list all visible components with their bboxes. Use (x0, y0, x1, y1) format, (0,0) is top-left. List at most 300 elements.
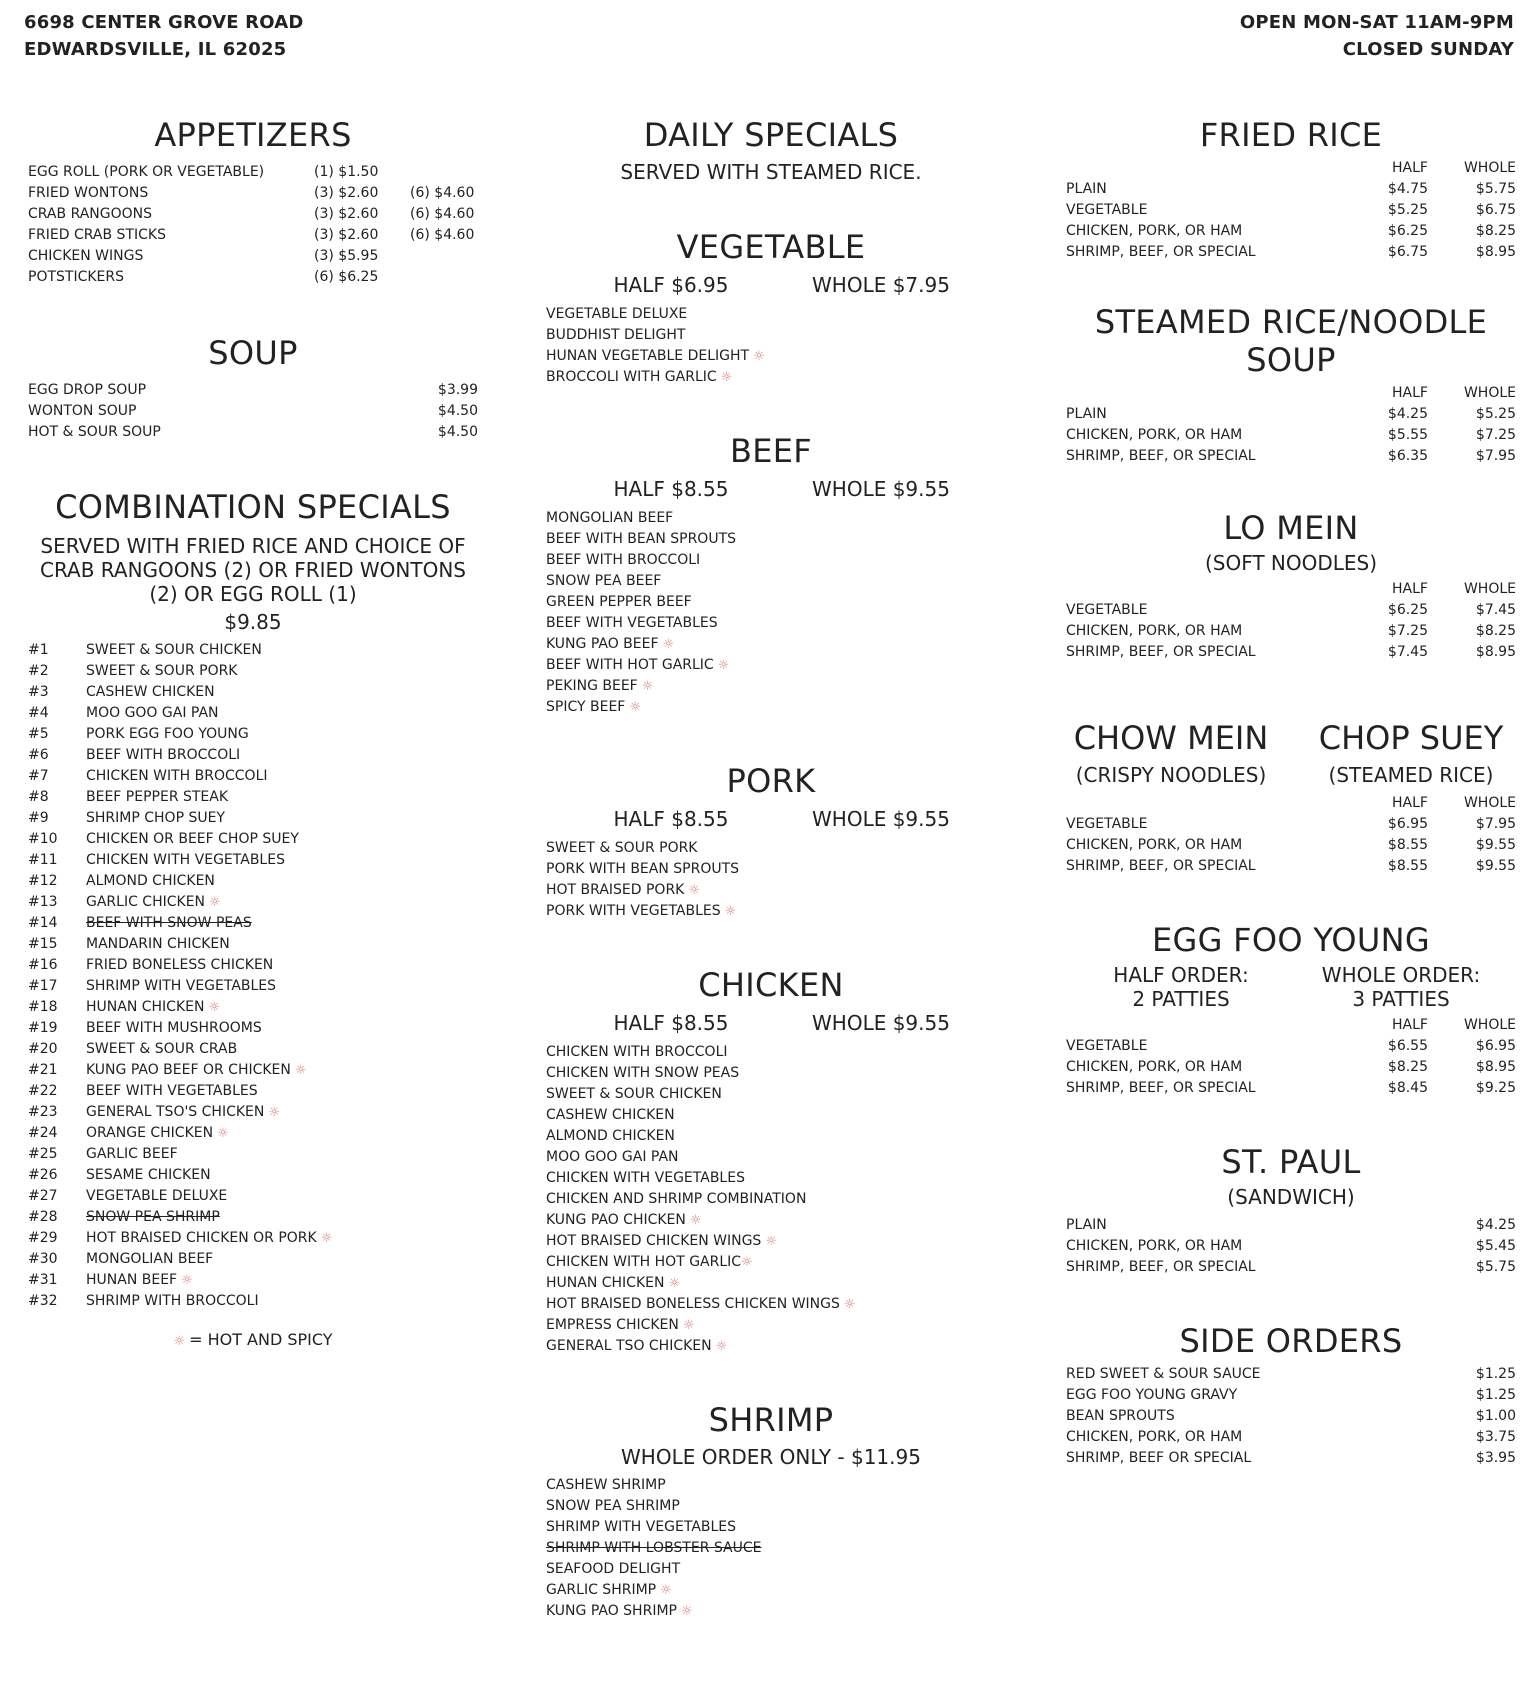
item-name: VEGETABLE (1066, 602, 1148, 618)
whole-order-patties: 3 PATTIES (1352, 987, 1450, 1011)
spicy-icon: ☼ (715, 1339, 728, 1354)
combo-name (86, 1123, 229, 1144)
combo-name-text: MONGOLIAN BEEF (86, 1251, 214, 1267)
combo-name-text: PORK EGG FOO YOUNG (86, 726, 249, 742)
pork-list (546, 838, 996, 922)
combo-name (86, 724, 249, 745)
steamed-list (1066, 404, 1516, 467)
item-name: RED SWEET & SOUR SAUCE (1066, 1366, 1261, 1382)
combo-item (28, 1228, 478, 1249)
whole-price: $9.25 (1475, 1080, 1516, 1096)
dish-name (546, 859, 739, 880)
steamed-section (1066, 303, 1516, 467)
dish-name-text: HOT BRAISED CHICKEN WINGS (546, 1233, 762, 1249)
half-header: HALF (1392, 581, 1428, 597)
soup-list (28, 380, 478, 443)
half-price: HALF $8.55 (613, 807, 729, 831)
legend-text: = HOT AND SPICY (189, 1330, 333, 1349)
combo-name-text: GENERAL TSO'S CHICKEN (86, 1104, 265, 1120)
shrimp-subtitle: WHOLE ORDER ONLY - $11.95 (621, 1445, 921, 1469)
combo-name (86, 829, 299, 850)
price-row (1066, 621, 1516, 642)
dish-item (546, 1210, 996, 1231)
item-price-small: (3) $2.60 (314, 185, 379, 201)
shrimp-section (546, 1401, 996, 1622)
item-price-small: (6) $6.25 (314, 269, 379, 285)
item-name: WONTON SOUP (28, 403, 137, 419)
whole-price: $8.95 (1475, 644, 1516, 660)
combo-name-text: CASHEW CHICKEN (86, 684, 215, 700)
item-name: FRIED CRAB STICKS (28, 227, 166, 243)
combo-item (28, 1207, 478, 1228)
beef-section (546, 432, 996, 718)
combo-number: #10 (28, 831, 58, 847)
menu-item (28, 183, 478, 204)
combo-item (28, 829, 478, 850)
item-price-large: (6) $4.60 (410, 206, 475, 222)
combo-name (86, 976, 276, 997)
combo-item (28, 682, 478, 703)
dish-name (546, 1315, 695, 1336)
item-name: SHRIMP, BEEF OR SPECIAL (1066, 1450, 1252, 1466)
combo-name-text: SWEET & SOUR CRAB (86, 1041, 238, 1057)
section-title: ST. PAUL (1221, 1143, 1361, 1181)
chow-section (1066, 719, 1516, 877)
price-row (1066, 1427, 1516, 1448)
dish-name-text: CHICKEN AND SHRIMP COMBINATION (546, 1191, 807, 1207)
dish-item (546, 1126, 996, 1147)
combo-name (86, 1039, 237, 1060)
combo-name (86, 997, 220, 1018)
combo-item (28, 1018, 478, 1039)
item-price: $4.25 (1475, 1217, 1516, 1233)
dish-name-text: HOT BRAISED BONELESS CHICKEN WINGS (546, 1296, 840, 1312)
dish-name-text: SNOW PEA BEEF (546, 573, 662, 589)
dish-name (546, 508, 673, 529)
dish-name-text: BEEF WITH VEGETABLES (546, 615, 718, 631)
whole-header: WHOLE (1463, 581, 1516, 597)
menu-item (28, 162, 478, 183)
combo-item (28, 808, 478, 829)
section-title: CHICKEN (698, 966, 844, 1004)
combination-subtitle-1: SERVED WITH FRIED RICE AND CHOICE OF (40, 534, 466, 558)
price-row (1066, 446, 1516, 467)
spicy-icon: ☼ (682, 1318, 695, 1333)
dish-name (546, 529, 736, 550)
dish-item (546, 1252, 996, 1273)
combo-item (28, 1249, 478, 1270)
whole-price: $9.55 (1475, 837, 1516, 853)
combo-item (28, 724, 478, 745)
item-price-large: (6) $4.60 (410, 185, 475, 201)
item-price: $4.50 (437, 424, 478, 440)
dish-name-text: SNOW PEA SHRIMP (546, 1498, 680, 1514)
combo-name-text: SWEET & SOUR CHICKEN (86, 642, 262, 658)
price-row (1066, 642, 1516, 663)
dish-name-text: GENERAL TSO CHICKEN (546, 1338, 712, 1354)
menu-item (28, 422, 478, 443)
dish-item (546, 508, 996, 529)
half-price: $8.25 (1387, 1059, 1428, 1075)
side-orders-list (1066, 1364, 1516, 1469)
combo-item (28, 913, 478, 934)
hours-line-2: CLOSED SUNDAY (1342, 39, 1514, 60)
half-price: $6.25 (1387, 223, 1428, 239)
section-title: STEAMED RICE/NOODLE (1094, 303, 1488, 341)
whole-header: WHOLE (1463, 385, 1516, 401)
combo-number: #25 (28, 1146, 58, 1162)
price-row (1066, 1236, 1516, 1257)
combo-item (28, 850, 478, 871)
dish-name-text: BROCCOLI WITH GARLIC (546, 369, 717, 385)
item-name: SHRIMP, BEEF, OR SPECIAL (1066, 644, 1256, 660)
spicy-icon: ☼ (765, 1234, 777, 1249)
item-price-small: (3) $2.60 (314, 206, 379, 222)
dish-name-text: KUNG PAO CHICKEN (546, 1212, 686, 1228)
dish-name-text: PORK WITH VEGETABLES (546, 903, 721, 919)
whole-price: $8.25 (1475, 623, 1516, 639)
combo-name (86, 787, 228, 808)
item-price: $1.00 (1475, 1408, 1516, 1424)
spicy-icon: ☼ (181, 1273, 193, 1288)
price-row (1066, 1257, 1516, 1278)
dish-item (546, 304, 996, 325)
combo-name-text: BEEF WITH MUSHROOMS (86, 1020, 262, 1036)
combination-price: $9.85 (224, 610, 282, 634)
section-title: SOUP (208, 334, 298, 372)
half-order-label: HALF ORDER: (1113, 963, 1249, 987)
combo-name (86, 745, 240, 766)
dish-name-text: HUNAN CHICKEN (546, 1275, 665, 1291)
dish-item (546, 529, 996, 550)
half-price: HALF $6.95 (613, 273, 729, 297)
dish-item (546, 571, 996, 592)
combination-subtitle-3: (2) OR EGG ROLL (1) (149, 582, 357, 606)
dish-name (546, 304, 687, 325)
item-price: $3.99 (437, 382, 478, 398)
price-column-headers (1066, 579, 1516, 600)
chow-titles (1066, 719, 1516, 763)
whole-price: $7.95 (1475, 816, 1516, 832)
combo-name (86, 934, 230, 955)
dish-name-text: HUNAN VEGETABLE DELIGHT (546, 348, 750, 364)
combo-name-text: MOO GOO GAI PAN (86, 705, 219, 721)
dish-name-text: SEAFOOD DELIGHT (546, 1561, 681, 1577)
chow-list (1066, 814, 1516, 877)
section-title: BEEF (730, 432, 812, 470)
whole-order-info (1286, 963, 1516, 1011)
item-name: PLAIN (1066, 181, 1107, 197)
dish-name (546, 676, 653, 697)
spicy-icon: ☼ (668, 1276, 681, 1291)
chow-mein-title: CHOW MEIN (1073, 719, 1269, 757)
price-row (1066, 1057, 1516, 1078)
price-row (1066, 1385, 1516, 1406)
combo-name-text: CHICKEN OR BEEF CHOP SUEY (86, 831, 299, 847)
dish-name (546, 1252, 753, 1273)
price-row (1066, 404, 1516, 425)
dish-name (546, 838, 698, 859)
daily-subtitle: SERVED WITH STEAMED RICE. (620, 160, 922, 184)
combo-number: #30 (28, 1251, 58, 1267)
combo-item (28, 1081, 478, 1102)
hours-block (1240, 9, 1514, 63)
combo-name-text: BEEF PEPPER STEAK (86, 789, 229, 805)
dish-name-text: SHRIMP WITH LOBSTER SAUCE (546, 1540, 762, 1556)
spicy-icon: ☼ (173, 1334, 186, 1349)
whole-price: WHOLE $9.55 (812, 807, 950, 831)
dish-name (546, 880, 700, 901)
combo-number: #4 (28, 705, 49, 721)
dish-name-text: CHICKEN WITH HOT GARLIC (546, 1254, 742, 1270)
combo-name-text: SESAME CHICKEN (86, 1167, 211, 1183)
combo-name (86, 703, 219, 724)
dish-name-text: KUNG PAO BEEF (546, 636, 659, 652)
combo-name (86, 1291, 259, 1312)
dish-name (546, 571, 661, 592)
combo-item (28, 1039, 478, 1060)
combo-item (28, 1165, 478, 1186)
shrimp-list (546, 1475, 996, 1622)
dish-name (546, 1273, 680, 1294)
item-name: PLAIN (1066, 1217, 1107, 1233)
combo-name-text: SHRIMP CHOP SUEY (86, 810, 225, 826)
dish-item (546, 367, 996, 388)
combo-name (86, 808, 225, 829)
combo-number: #5 (28, 726, 49, 742)
dish-name (546, 1475, 666, 1496)
dish-item (546, 346, 996, 367)
combo-name (86, 1081, 258, 1102)
price-row (1066, 856, 1516, 877)
address-line-2: EDWARDSVILLE, IL 62025 (24, 39, 287, 60)
dish-name-text: BEEF WITH BEAN SPROUTS (546, 531, 737, 547)
dish-name-text: PORK WITH BEAN SPROUTS (546, 861, 740, 877)
item-name: CHICKEN, PORK, OR HAM (1066, 623, 1243, 639)
spicy-icon: ☼ (680, 1604, 693, 1619)
whole-price: $6.95 (1475, 1038, 1516, 1054)
item-name: EGG ROLL (PORK OR VEGETABLE) (28, 164, 265, 180)
spicy-icon: ☼ (720, 370, 733, 385)
dish-item (546, 1231, 996, 1252)
combo-name-text: GARLIC CHICKEN (86, 894, 206, 910)
dish-name-text: SHRIMP WITH VEGETABLES (546, 1519, 737, 1535)
chow-subtitles (1066, 763, 1516, 793)
price-row (1066, 179, 1516, 200)
combo-number: #18 (28, 999, 58, 1015)
whole-price: $8.95 (1475, 1059, 1516, 1075)
dish-name-text: CASHEW SHRIMP (546, 1477, 666, 1493)
dish-name (546, 1559, 680, 1580)
combo-name-text: GARLIC BEEF (86, 1146, 178, 1162)
spicy-icon: ☼ (724, 904, 737, 919)
section-title: SHRIMP (708, 1401, 834, 1439)
item-name: EGG DROP SOUP (28, 382, 147, 398)
half-price: HALF $8.55 (613, 477, 729, 501)
dish-item (546, 901, 996, 922)
dish-name-text: VEGETABLE DELUXE (546, 306, 688, 322)
spicy-legend (28, 1330, 478, 1349)
half-price: $5.25 (1387, 202, 1428, 218)
dish-item (546, 655, 996, 676)
dish-item (546, 859, 996, 880)
dish-item (546, 1273, 996, 1294)
combo-name (86, 1228, 332, 1249)
menu-item (28, 204, 478, 225)
half-price: $7.25 (1387, 623, 1428, 639)
combo-item (28, 640, 478, 661)
combo-item (28, 1102, 478, 1123)
dish-name (546, 1517, 736, 1538)
beef-prices (546, 476, 996, 502)
item-name: SHRIMP, BEEF, OR SPECIAL (1066, 1259, 1256, 1275)
item-name: VEGETABLE (1066, 202, 1148, 218)
spicy-icon: ☼ (641, 679, 654, 694)
combo-number: #2 (28, 663, 49, 679)
fried-rice-section (1066, 116, 1516, 263)
item-name: SHRIMP, BEEF, OR SPECIAL (1066, 448, 1256, 464)
combo-name-text: BEEF WITH BROCCOLI (86, 747, 241, 763)
dish-name (546, 1294, 856, 1315)
dish-item (546, 1336, 996, 1357)
price-column-headers (1066, 1015, 1516, 1036)
combo-name-text: HUNAN BEEF (86, 1272, 178, 1288)
menu-column-right (1066, 116, 1516, 1469)
dish-name-text: CASHEW CHICKEN (546, 1107, 675, 1123)
price-row (1066, 425, 1516, 446)
dish-item (546, 838, 996, 859)
spicy-icon: ☼ (268, 1105, 281, 1120)
combo-name (86, 1102, 280, 1123)
combo-item (28, 1186, 478, 1207)
item-name: CHICKEN, PORK, OR HAM (1066, 1429, 1243, 1445)
appetizers-list (28, 162, 478, 288)
price-column-headers (1066, 793, 1516, 814)
dish-item (546, 1315, 996, 1336)
item-price-small: (3) $5.95 (314, 248, 379, 264)
half-order-patties: 2 PATTIES (1132, 987, 1230, 1011)
half-header: HALF (1392, 795, 1428, 811)
menu-item (28, 246, 478, 267)
spicy-icon: ☼ (629, 700, 641, 715)
item-price-small: (3) $2.60 (314, 227, 379, 243)
combo-item (28, 661, 478, 682)
dish-name (546, 634, 674, 655)
st-paul-list (1066, 1215, 1516, 1278)
combo-name-text: SWEET & SOUR PORK (86, 663, 238, 679)
combo-name-text: CHICKEN WITH BROCCOLI (86, 768, 268, 784)
dish-name (546, 1538, 761, 1559)
combo-name-text: HOT BRAISED CHICKEN OR PORK (86, 1230, 317, 1246)
price-row (1066, 600, 1516, 621)
half-price: $6.55 (1387, 1038, 1428, 1054)
combo-name (86, 1060, 307, 1081)
dish-name (546, 550, 700, 571)
whole-header: WHOLE (1463, 160, 1516, 176)
beef-list (546, 508, 996, 718)
dish-name (546, 1231, 777, 1252)
price-row (1066, 1036, 1516, 1057)
item-name: PLAIN (1066, 406, 1107, 422)
dish-item (546, 1475, 996, 1496)
price-column-headers (1066, 383, 1516, 404)
combo-name (86, 850, 285, 871)
combo-item (28, 955, 478, 976)
dish-item (546, 550, 996, 571)
dish-item (546, 676, 996, 697)
dish-name-text: MOO GOO GAI PAN (546, 1149, 679, 1165)
lo-mein-section (1066, 509, 1516, 663)
half-price: $8.55 (1387, 858, 1428, 874)
spicy-icon: ☼ (717, 658, 730, 673)
combo-number: #26 (28, 1167, 58, 1183)
combination-list (28, 640, 478, 1312)
half-header: HALF (1392, 385, 1428, 401)
whole-price: WHOLE $9.55 (812, 1011, 950, 1035)
dish-name (546, 346, 765, 367)
dish-name-text: HOT BRAISED PORK (546, 882, 685, 898)
price-row (1066, 221, 1516, 242)
combo-item (28, 976, 478, 997)
combo-name (86, 661, 238, 682)
menu-item (28, 401, 478, 422)
dish-name (546, 592, 692, 613)
section-title: FRIED RICE (1199, 116, 1383, 154)
chicken-section (546, 966, 996, 1357)
item-name: CHICKEN, PORK, OR HAM (1066, 1238, 1243, 1254)
spicy-icon: ☼ (217, 1126, 229, 1141)
whole-price: $7.25 (1475, 427, 1516, 443)
half-price: $8.55 (1387, 837, 1428, 853)
combo-name (86, 913, 252, 934)
price-row (1066, 814, 1516, 835)
half-price: $6.95 (1387, 816, 1428, 832)
item-price: $1.25 (1475, 1366, 1516, 1382)
combo-number: #32 (28, 1293, 58, 1309)
item-name: CRAB RANGOONS (28, 206, 153, 222)
vegetable-prices (546, 272, 996, 298)
chicken-prices (546, 1010, 996, 1036)
combo-name-text: SHRIMP WITH VEGETABLES (86, 978, 277, 994)
dish-item (546, 1105, 996, 1126)
spicy-icon: ☼ (688, 883, 701, 898)
chop-suey-title: CHOP SUEY (1318, 719, 1504, 757)
hours-line-1: OPEN MON-SAT 11AM-9PM (1239, 12, 1514, 33)
item-name: SHRIMP, BEEF, OR SPECIAL (1066, 1080, 1256, 1096)
dish-item (546, 1189, 996, 1210)
item-name: CHICKEN WINGS (28, 248, 144, 264)
combo-name-text: KUNG PAO BEEF OR CHICKEN (86, 1062, 291, 1078)
dish-name (546, 901, 736, 922)
pork-section (546, 762, 996, 922)
combo-item (28, 787, 478, 808)
combo-item (28, 1123, 478, 1144)
fried-rice-list (1066, 179, 1516, 263)
dish-item (546, 1601, 996, 1622)
combo-number: #9 (28, 810, 49, 826)
combo-number: #17 (28, 978, 58, 994)
combo-number: #28 (28, 1209, 58, 1225)
dish-item (546, 1147, 996, 1168)
item-name: CHICKEN, PORK, OR HAM (1066, 427, 1243, 443)
spicy-icon: ☼ (209, 895, 221, 910)
item-name: CHICKEN, PORK, OR HAM (1066, 223, 1243, 239)
combo-number: #23 (28, 1104, 58, 1120)
whole-price: WHOLE $9.55 (812, 477, 950, 501)
dish-name (546, 1105, 675, 1126)
appetizers-section (28, 116, 478, 288)
combo-number: #31 (28, 1272, 58, 1288)
